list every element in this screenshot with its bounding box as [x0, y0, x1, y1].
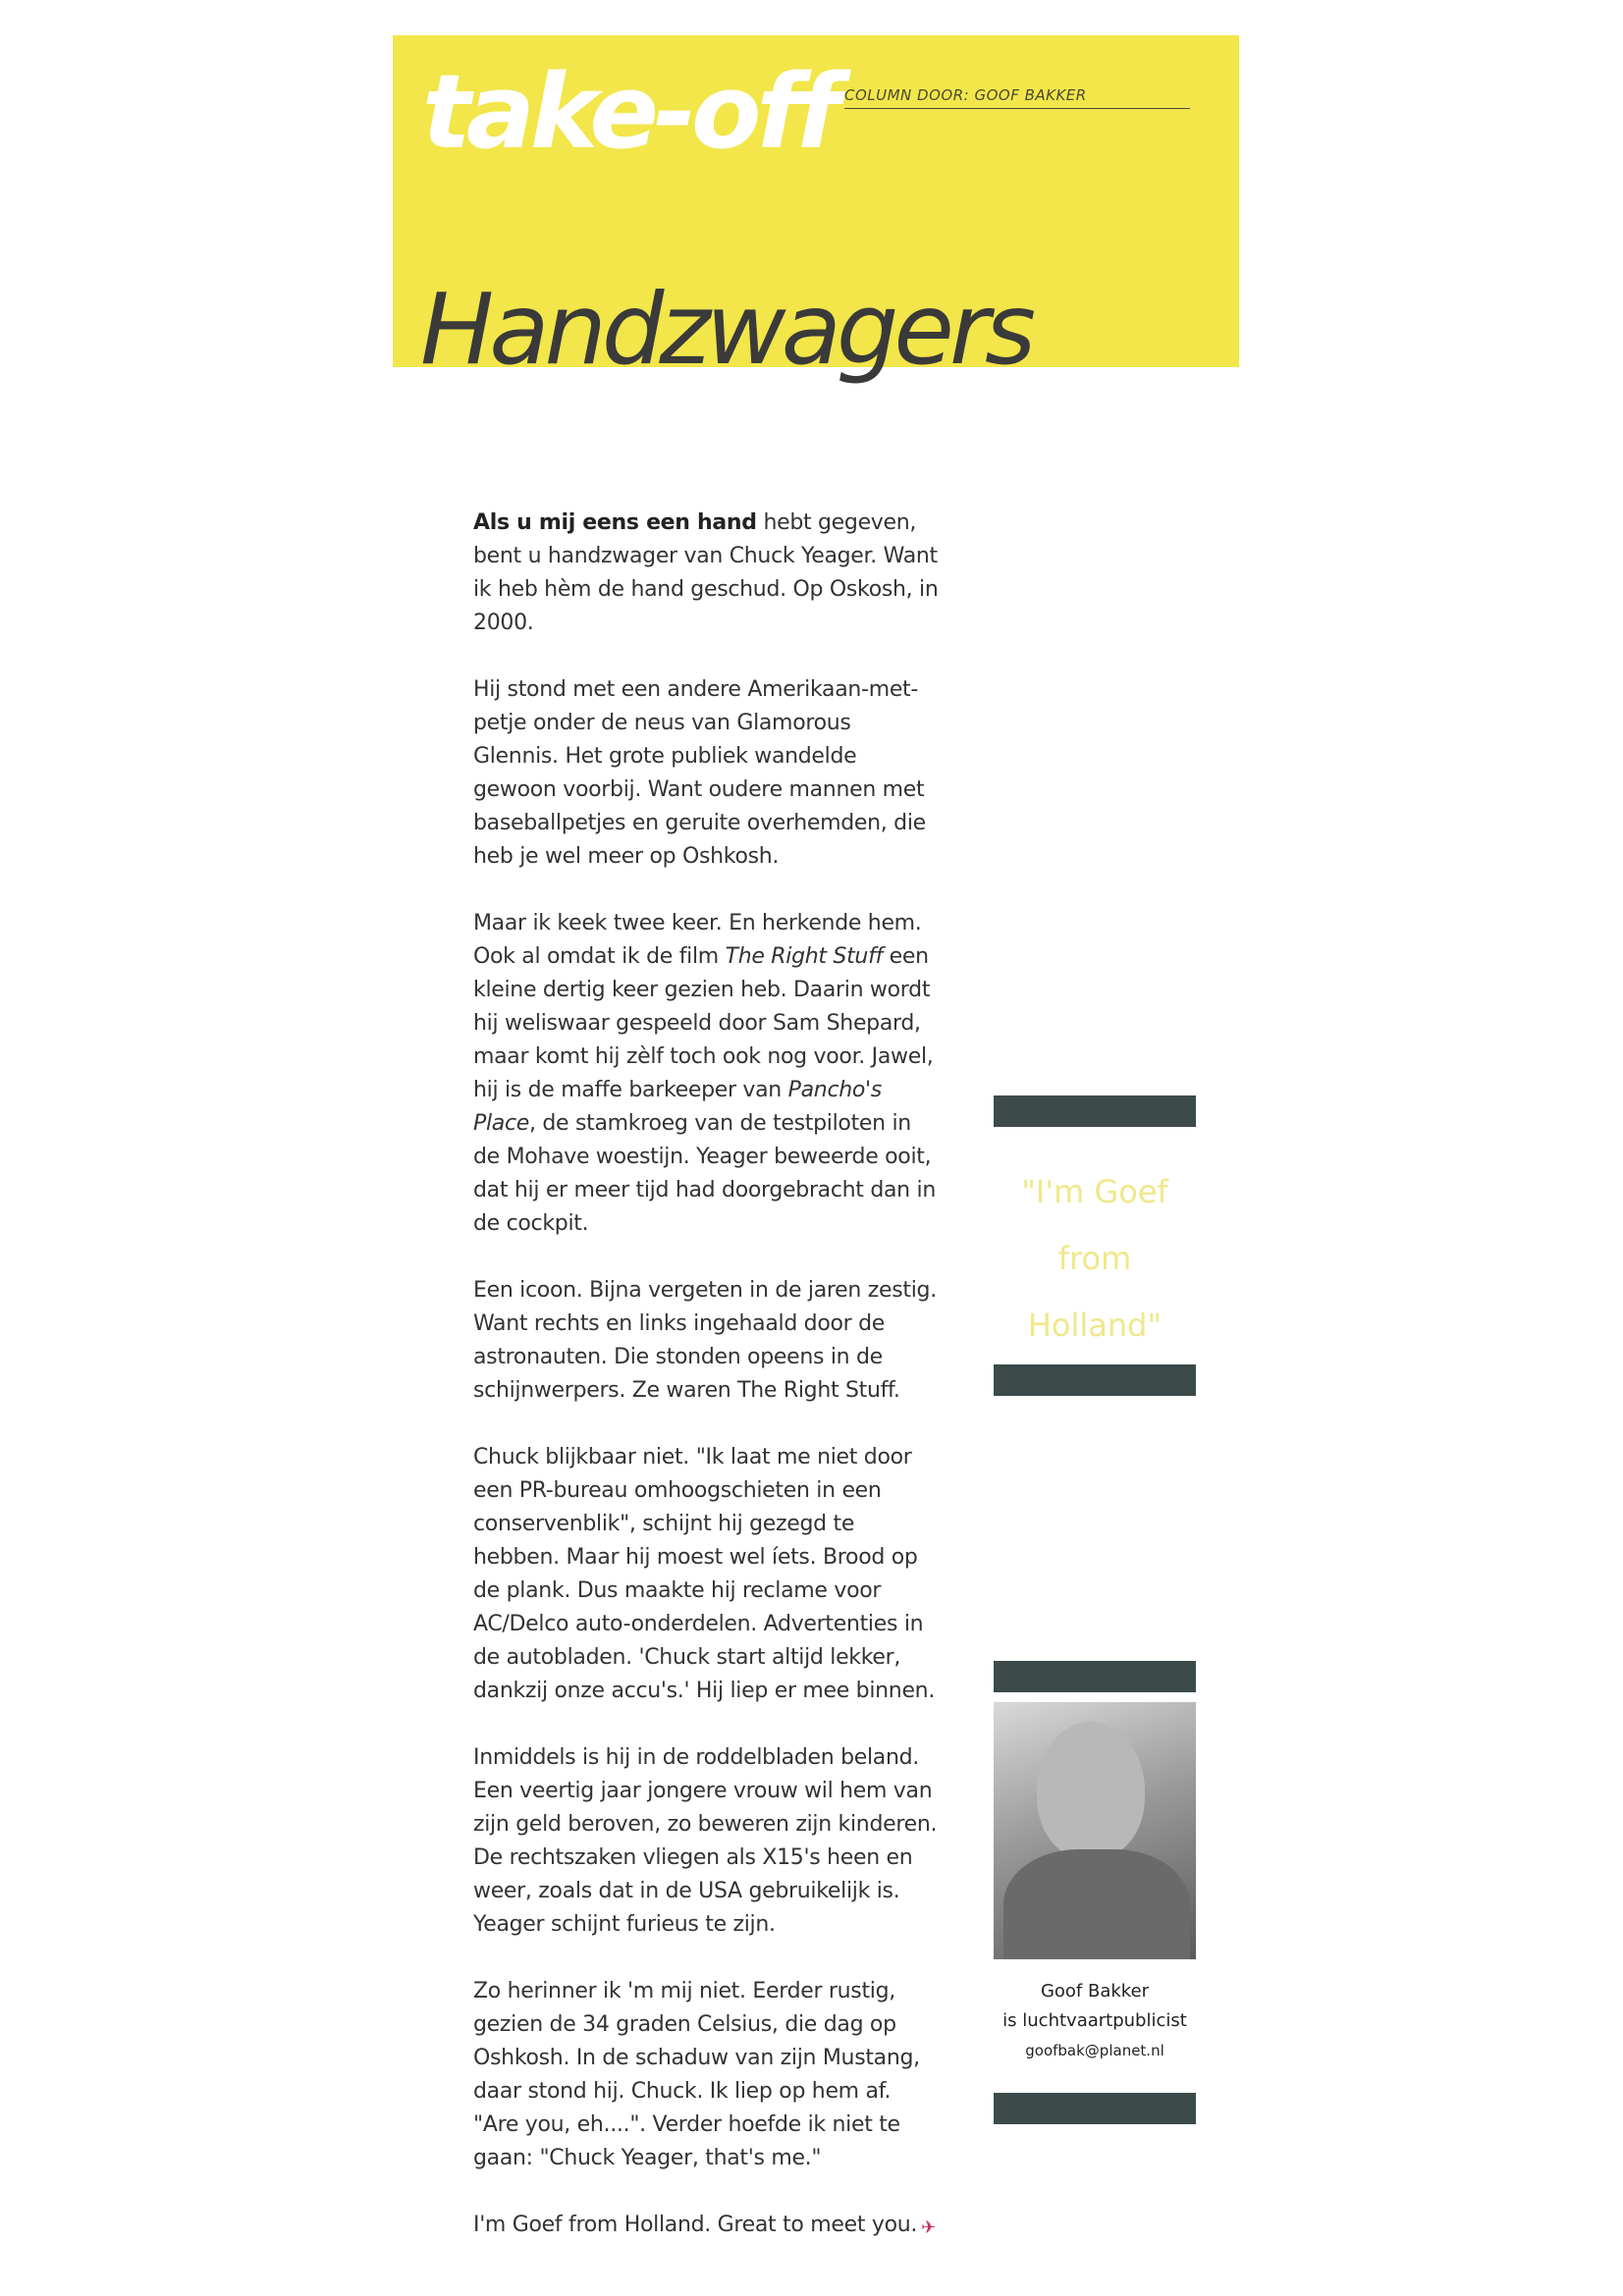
article-paragraph: Chuck blijkbaar niet. "Ik laat me niet door een PR-bureau omhoogschieten in een conservenblik", schijnt hij gezegd te hebben. Maar hij moest wel íets. Brood op de plank. Dus maakte hij reclame voor AC/Delco auto-onderdelen. Advertenties in de autobladen. 'Chuck start altijd lekker, dankzij onze accu's.' Hij liep er mee binnen.	[473, 1445, 936, 1703]
article-paragraph	[473, 907, 941, 1241]
lead-in: Als u mij eens een hand	[473, 510, 757, 535]
author-top-bar	[994, 1661, 1196, 1692]
author-caption	[994, 1977, 1196, 2065]
article-paragraph: Zo herinner ik 'm mij niet. Eerder rustig, gezien de 34 graden Celsius, die dag op Oshkosh. In de schaduw van zijn Mustang, daar stond hij. Chuck. Ik liep op hem af. "Are you, eh....". Verder hoefde ik niet te gaan: "Chuck Yeager, that's me."	[473, 1979, 920, 2170]
closing-line: I'm Goef from Holland. Great to meet you.	[473, 2213, 918, 2237]
author-role: is luchtvaartpublicist	[1002, 2010, 1187, 2031]
author-name: Goof Bakker	[1040, 1981, 1150, 2002]
author-email: goofbak@planet.nl	[1025, 2042, 1164, 2059]
author-bottom-bar	[994, 2093, 1196, 2124]
article-headline: Handzwagers	[420, 272, 1032, 387]
article-paragraph	[473, 507, 941, 640]
pull-quote-line: from	[1057, 1240, 1132, 1277]
column-brand: take-off	[422, 52, 836, 172]
paragraph-text: , de stamkroeg van de testpiloten in de Mohave woestijn. Yeager beweerde ooit, dat hij er meer tijd had doorgebracht dan in de cockpit.	[473, 1111, 936, 1236]
paragraph-text: Maar ik keek twee keer. En herkende hem. Ook al omdat ik de film	[473, 911, 922, 969]
article-paragraph: Een icoon. Bijna vergeten in de jaren zestig. Want rechts en links ingehaald door de astronauten. Die stonden opeens in de schijnwerpers. Ze waren The Right Stuff.	[473, 1278, 937, 1403]
pull-quote-line: Holland"	[1027, 1307, 1163, 1344]
lead-text: hebt gegeven, bent u handzwager van Chuck Yeager. Want ik heb hèm de hand geschud. Op Oskosh, in 2000.	[473, 510, 939, 635]
pullquote-top-bar	[994, 1095, 1196, 1127]
article-paragraph	[473, 2209, 941, 2242]
column-byline: COLUMN DOOR: GOOF BAKKER	[844, 86, 1190, 109]
paragraph-text: een kleine dertig keer gezien heb. Daarin wordt hij weliswaar gespeeld door Sam Shepard, maar komt hij zèlf toch ook nog voor. Jawel, hij is de maffe barkeeper van	[473, 944, 934, 1102]
author-photo	[994, 1702, 1196, 1959]
pull-quote	[994, 1158, 1196, 1359]
author-photo-head	[1037, 1722, 1145, 1859]
article-paragraph: Inmiddels is hij in de roddelbladen beland. Een veertig jaar jongere vrouw wil hem van zijn geld beroven, zo beweren zijn kinderen. De rechtszaken vliegen als X15's heen en weer, zoals dat in de USA gebruikelijk is. Yeager schijnt furieus te zijn.	[473, 1745, 938, 1937]
place-name: Pancho's Place	[473, 1078, 882, 1136]
article-paragraph: Hij stond met een andere Amerikaan-met-petje onder de neus van Glamorous Glennis. Het grote publiek wandelde gewoon voorbij. Want oudere mannen met baseballpetjes en geruite overhemden, die heb je wel meer op Oshkosh.	[473, 677, 926, 869]
airplane-end-mark-icon: ✈	[921, 2217, 936, 2238]
article-body	[473, 507, 941, 2275]
film-title: The Right Stuff	[725, 944, 883, 969]
author-photo-shoulders	[1003, 1849, 1190, 1959]
pullquote-bottom-bar	[994, 1364, 1196, 1396]
pull-quote-line: "I'm Goef	[1021, 1173, 1168, 1210]
